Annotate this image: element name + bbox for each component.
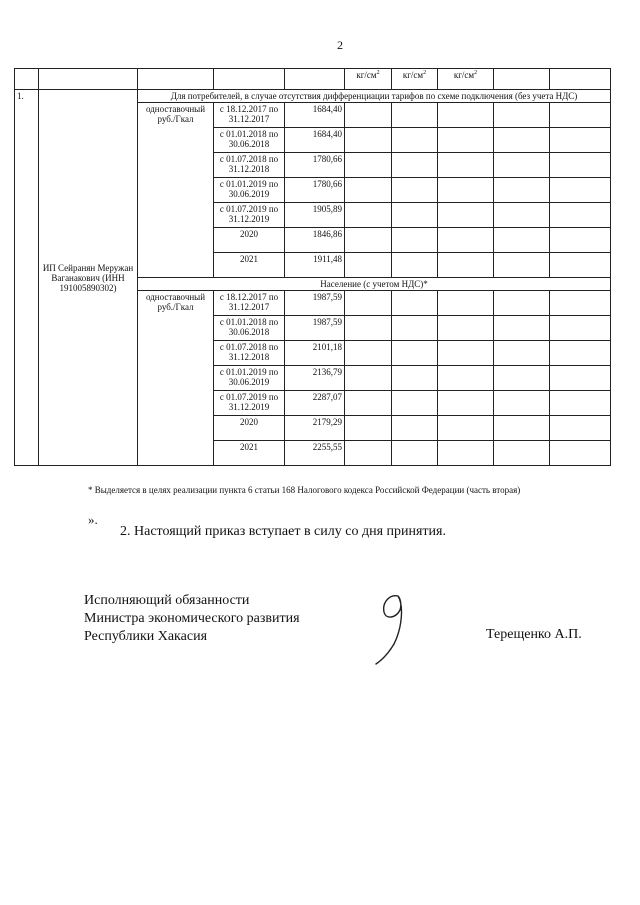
period-cell: с 01.07.2018 по 31.12.2018 <box>214 153 285 178</box>
period-cell: 2021 <box>214 441 285 466</box>
period-cell: с 01.01.2018 по 30.06.2018 <box>214 316 285 341</box>
section-title-row <box>15 90 611 103</box>
tariff-value: 1987,59 <box>285 291 345 316</box>
period-cell: с 18.12.2017 по 31.12.2017 <box>214 103 285 128</box>
period-cell: с 01.01.2019 по 30.06.2019 <box>214 366 285 391</box>
tariff-type: одноставочный руб./Гкал <box>138 291 214 466</box>
signatory-name: Терещенко А.П. <box>486 627 582 642</box>
tariff-value: 1911,48 <box>285 253 345 278</box>
period-cell: с 01.07.2018 по 31.12.2018 <box>214 341 285 366</box>
period-cell: с 01.07.2019 по 31.12.2019 <box>214 203 285 228</box>
unit-cell: $кг/см^2$ <box>438 69 494 90</box>
signatory-line: Республики Хакасия <box>84 629 208 644</box>
tariff-value: 1780,66 <box>285 153 345 178</box>
tariff-value: 1684,40 <box>285 128 345 153</box>
tariff-value: 2255,55 <box>285 441 345 466</box>
clause-2: 2. Настоящий приказ вступает в силу со дня принятия. <box>120 524 446 539</box>
handwritten-signature <box>360 588 420 673</box>
tariff-value: 1780,66 <box>285 178 345 203</box>
signatory-line: Министра экономического развития <box>84 611 300 626</box>
tariff-value: 1684,40 <box>285 103 345 128</box>
tariff-value: 2287,07 <box>285 391 345 416</box>
tariff-type: одноставочный руб./Гкал <box>138 103 214 278</box>
period-cell: с 18.12.2017 по 31.12.2017 <box>214 291 285 316</box>
organization-name: ИП Сейранян Меружан Ваганакович (ИНН 191005890302) <box>39 90 138 466</box>
page-number: 2 <box>337 38 343 52</box>
period-cell: 2020 <box>214 416 285 441</box>
tariff-value: 1987,59 <box>285 316 345 341</box>
footnote: * Выделяется в целях реализации пункта 6 статьи 168 Налогового кодекса Российской Федерации (часть вторая) <box>88 485 521 495</box>
signatory-line: Исполняющий обязанности <box>84 593 250 608</box>
row-number: 1. <box>15 90 39 466</box>
signature-icon <box>360 588 420 668</box>
tariff-value: 2101,18 <box>285 341 345 366</box>
closing-quote: ». <box>88 512 98 527</box>
signatory-title <box>84 592 300 646</box>
period-cell: с 01.07.2019 по 31.12.2019 <box>214 391 285 416</box>
period-cell: с 01.01.2019 по 30.06.2019 <box>214 178 285 203</box>
tariff-value: 2179,29 <box>285 416 345 441</box>
tariff-value: 1905,89 <box>285 203 345 228</box>
unit-cell: $кг/см^2$ <box>392 69 438 90</box>
table-header-row <box>15 69 611 90</box>
period-cell: 2020 <box>214 228 285 253</box>
period-cell: 2021 <box>214 253 285 278</box>
section-title: Население (с учетом НДС)* <box>138 278 611 291</box>
section-title: Для потребителей, в случае отсутствия дифференциации тарифов по схеме подключения (без учета НДС) <box>138 90 611 103</box>
period-cell: с 01.01.2018 по 30.06.2018 <box>214 128 285 153</box>
tariff-value: 1846,86 <box>285 228 345 253</box>
tariff-value: 2136,79 <box>285 366 345 391</box>
tariff-table <box>14 68 611 466</box>
unit-cell: $кг/см^2$ <box>345 69 392 90</box>
